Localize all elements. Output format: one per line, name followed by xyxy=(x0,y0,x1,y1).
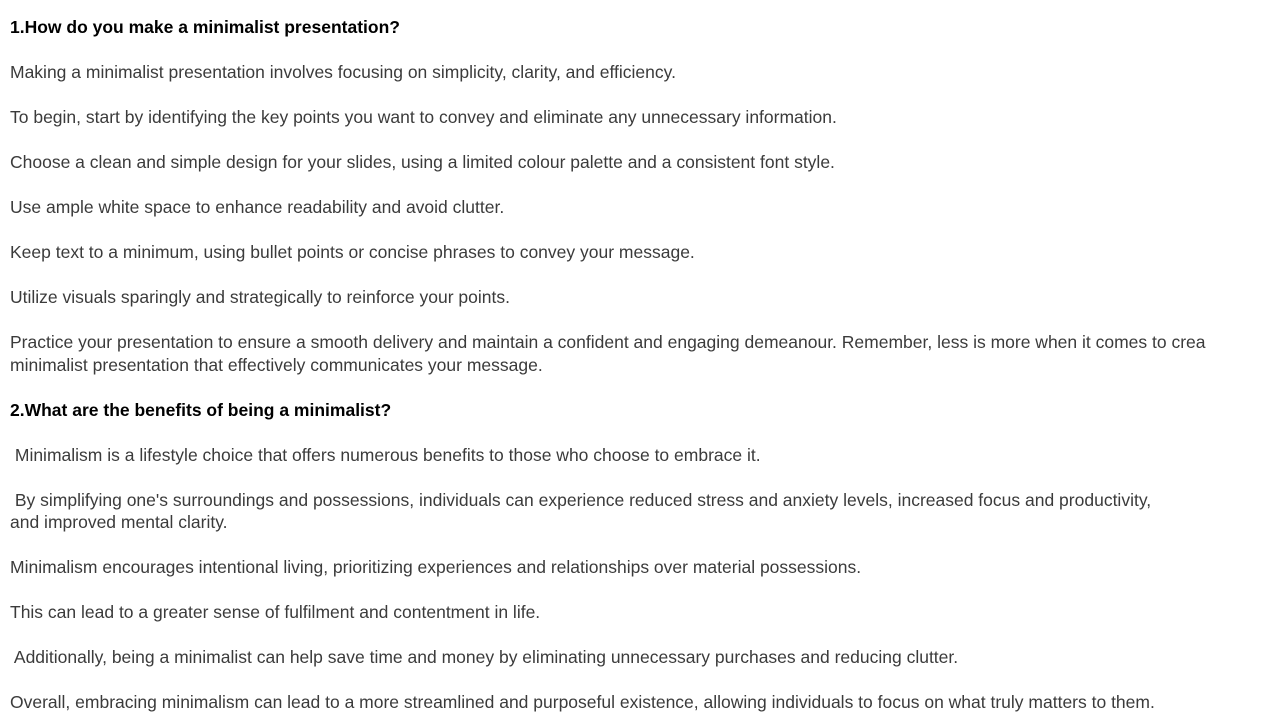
answer-2-paragraph-5: Additionally, being a minimalist can help save time and money by eliminating unnecessary purchases and reducing clutter. xyxy=(10,647,959,667)
answer-1-paragraph-2: To begin, start by identifying the key points you want to convey and eliminate any unnecessary information. xyxy=(10,107,837,127)
answer-1-paragraph-6: Utilize visuals sparingly and strategically to reinforce your points. xyxy=(10,287,510,307)
question-1-heading: 1.How do you make a minimalist presentation? xyxy=(10,17,400,37)
answer-1-paragraph-7-line-2: minimalist presentation that effectively communicates your message. xyxy=(10,354,543,375)
answer-1-paragraph-3: Choose a clean and simple design for your slides, using a limited colour palette and a consistent font style. xyxy=(10,152,835,172)
answer-2-paragraph-2-line-1: By simplifying one's surroundings and possessions, individuals can experience reduced stress and anxiety levels, increased focus and productivity, xyxy=(10,489,1152,510)
question-2-heading: 2.What are the benefits of being a minimalist? xyxy=(10,399,392,420)
answer-1-paragraph-5: Keep text to a minimum, using bullet points or concise phrases to convey your message. xyxy=(10,242,695,262)
answer-1-paragraph-7-line-1: Practice your presentation to ensure a smooth delivery and maintain a confident and engaging demeanour. Remember, less is more when it comes to crea xyxy=(10,332,1206,352)
answer-1-paragraph-4: Use ample white space to enhance readability and avoid clutter. xyxy=(10,197,505,217)
answer-2-paragraph-3: Minimalism encourages intentional living, prioritizing experiences and relationships over material possessions. xyxy=(10,557,862,577)
answer-1-paragraph-1: Making a minimalist presentation involves focusing on simplicity, clarity, and efficiency. xyxy=(10,62,676,82)
answer-2-paragraph-6: Overall, embracing minimalism can lead to a more streamlined and purposeful existence, allowing individuals to focus on what truly matters to them. xyxy=(10,692,1155,712)
document-body xyxy=(10,16,1280,714)
answer-2-paragraph-2-line-2: and improved mental clarity. xyxy=(10,512,228,532)
answer-2-paragraph-4: This can lead to a greater sense of fulfilment and contentment in life. xyxy=(10,602,541,622)
answer-2-paragraph-1: Minimalism is a lifestyle choice that offers numerous benefits to those who choose to embrace it. xyxy=(10,444,761,465)
